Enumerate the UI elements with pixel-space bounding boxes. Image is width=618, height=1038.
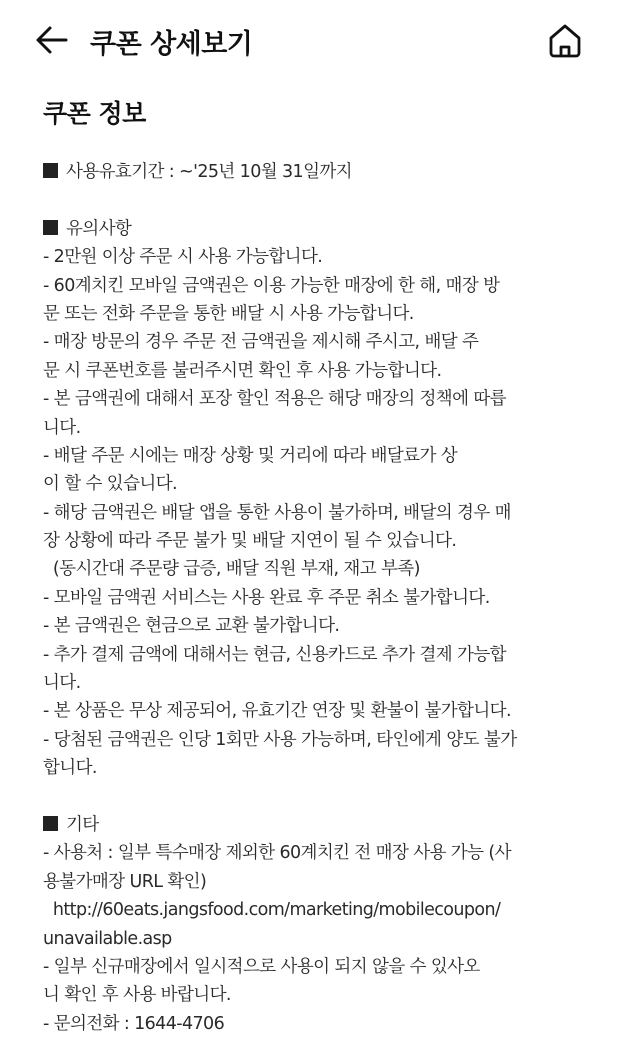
notes-line: - 해당 금액권은 배달 앱을 통한 사용이 불가하며, 배달의 경우 매 [43, 502, 511, 523]
notes-line: - 모바일 금액권 서비스는 사용 완료 후 주문 취소 불가합니다. [43, 587, 490, 608]
page-title: 쿠폰 상세보기 [90, 29, 253, 60]
etc-line: - 사용처 : 일부 특수매장 제외한 60계치킨 전 매장 사용 가능 (사 [43, 843, 511, 864]
notes-line: - 당첨된 금액권은 인당 1회만 사용 가능하며, 타인에게 양도 불가 [43, 729, 517, 750]
back-button[interactable] [34, 22, 70, 58]
notes-line: (동시간대 주문량 급증, 배달 직원 부재, 재고 부족) [43, 559, 420, 580]
notes-line: 문 또는 전화 주문을 통한 배달 시 사용 가능합니다. [43, 303, 414, 324]
etc-line: 니 확인 후 사용 바랍니다. [43, 985, 231, 1006]
square-bullet-icon [43, 163, 58, 178]
notes-line: - 매장 방문의 경우 주문 전 금액권을 제시해 주시고, 배달 주 [43, 332, 479, 353]
validity-text: 사용유효기간 : ~'25년 10월 31일까지 [66, 162, 352, 182]
home-icon [546, 22, 584, 60]
etc-heading-text: 기타 [66, 814, 99, 835]
etc-line: 용불가매장 URL 확인) [43, 871, 207, 892]
etc-heading [43, 811, 603, 839]
notes-line: - 2만원 이상 주문 시 사용 가능합니다. [43, 247, 323, 268]
notes-line: - 본 상품은 무상 제공되어, 유효기간 연장 및 환불이 불가합니다. [43, 701, 511, 722]
validity-line [43, 158, 603, 186]
notes-line: - 60계치킨 모바일 금액권은 이용 가능한 매장에 한 해, 매장 방 [43, 275, 500, 296]
notes-line: - 추가 결제 금액에 대해서는 현금, 신용카드로 추가 결제 가능합 [43, 644, 506, 665]
notes-line: 니다. [43, 673, 81, 694]
notes-line: - 본 금액권은 현금으로 교환 불가합니다. [43, 616, 340, 637]
coupon-info [43, 158, 603, 1038]
square-bullet-icon [43, 220, 58, 235]
square-bullet-icon [43, 816, 58, 831]
etc-line: - 문의전화 : 1644-4706 [43, 1013, 225, 1034]
etc-line: - 일부 신규매장에서 일시적으로 사용이 되지 않을 수 있사오 [43, 956, 480, 977]
arrow-left-icon [34, 22, 70, 58]
notes-line: 문 시 쿠폰번호를 불러주시면 확인 후 사용 가능합니다. [43, 360, 442, 381]
notes-line: 니다. [43, 417, 81, 438]
notes-heading [43, 215, 603, 243]
app-header [0, 0, 618, 84]
notes-line: - 본 금액권에 대해서 포장 할인 적용은 해당 매장의 정책에 따릅 [43, 389, 506, 410]
notes-line: - 배달 주문 시에는 매장 상황 및 거리에 따라 배달료가 상 [43, 445, 458, 466]
notes-heading-text: 유의사항 [66, 218, 132, 239]
notes-line: 이 할 수 있습니다. [43, 474, 177, 495]
etc-line: unavailable.asp [43, 928, 172, 949]
section-title: 쿠폰 정보 [43, 99, 146, 128]
home-button[interactable] [546, 22, 584, 60]
etc-line: http://60eats.jangsfood.com/marketing/mobilecoupon/ [43, 900, 501, 921]
notes-line: 합니다. [43, 758, 97, 779]
notes-line: 장 상황에 따라 주문 불가 및 배달 지연이 될 수 있습니다. [43, 531, 457, 552]
